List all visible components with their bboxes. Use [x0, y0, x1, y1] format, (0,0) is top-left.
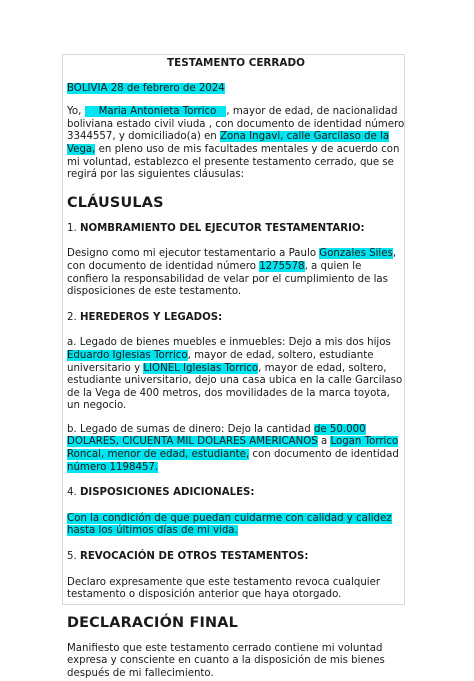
- s2a-text-1: a. Legado de bienes muebles e inmuebles: Dejo a mis dos hijos: [67, 337, 391, 349]
- section-1-text: [67, 248, 405, 298]
- document-title: TESTAMENTO CERRADO: [167, 57, 305, 69]
- heir-2-name: LIONEL Iglesias Torrico: [143, 362, 259, 374]
- place-date-text: BOLIVIA 28 de febrero de 2024: [67, 82, 225, 94]
- section-2a-text: [67, 337, 405, 413]
- section-1-title: [67, 223, 405, 236]
- section-1-title-text: NOMBRAMIENTO DEL EJECUTOR TESTAMENTARIO:: [79, 222, 365, 234]
- section-2-title: [67, 312, 405, 325]
- s2a-text-3: , mayor de edad, soltero, estudiante universitario, dejo una casa ubica en la calle Garcilaso de la Vega de 400 metros, dos movilidades de la marca toyota, un negocio.: [67, 362, 403, 412]
- section-5-title: [67, 551, 405, 564]
- section-4-title: [67, 487, 405, 500]
- section-4-title-text: DISPOSICIONES ADICIONALES:: [79, 487, 255, 499]
- place-date: [67, 83, 405, 96]
- heir-3-name: Logan Torrico Roncal, menor de edad, estudiante,: [67, 436, 399, 461]
- section-4-text: [67, 513, 405, 538]
- section-5-number: 5.: [67, 551, 80, 563]
- section-2b-text: [67, 424, 405, 474]
- s2a-text-2: , mayor de edad, soltero, estudiante universitario y: [67, 349, 374, 374]
- section-5-title-text: REVOCACIÓN DE OTROS TESTAMENTOS:: [79, 551, 309, 563]
- final-text: Manifiesto que este testamento cerrado contiene mi voluntad expresa y consciente en cuanto a la disposición de mis bienes después de mi fallecimiento.: [67, 642, 385, 679]
- intro-text-2: , mayor de edad, de nacionalidad boliviana estado civil viuda , con documento de identidad número 3344557, y domiciliado(a) en: [67, 106, 405, 143]
- testator-name: Maria Antonieta Torrico: [85, 106, 227, 117]
- document-body: [67, 56, 405, 681]
- testator-address: Zona Ingavi, calle Garcilaso de la Vega,: [67, 131, 390, 155]
- section-4-number: 4.: [67, 487, 80, 499]
- executor-name: Gonzales Siles: [319, 248, 393, 260]
- s1-text-3: , a quien le confiero la responsabilidad de velar por el cumplimiento de las disposiciones de este testamento.: [67, 260, 388, 298]
- s1-text-2: , con documento de identidad número: [67, 248, 397, 272]
- section-1-number: 1.: [67, 222, 80, 234]
- section-5-text: Declaro expresamente que este testamento revoca cualquier testamento o disposición anterior que haya otorgado.: [67, 576, 381, 601]
- s1-text-1: Designo como mi ejecutor testamentario a Paulo: [67, 248, 320, 260]
- heir-1-name: Eduardo Iglesias Torrico: [67, 349, 188, 361]
- intro-text-1: Yo,: [67, 106, 82, 118]
- section-2-number: 2.: [67, 311, 80, 323]
- s2b-text-3: con documento de identidad: [249, 449, 399, 461]
- intro-text-3: en pleno uso de mis facultades mentales y de acuerdo con mi voluntad, establezco el presente testamento cerrado, que se regirá por las siguientes cláusulas:: [67, 143, 400, 181]
- heir-3-id: número 1198457.: [67, 461, 159, 473]
- s2b-text-1: b. Legado de sumas de dinero: Dejo la cantidad: [67, 423, 314, 435]
- s2b-text-2: a: [317, 436, 331, 448]
- clausulas-heading: CLÁUSULAS: [67, 194, 164, 211]
- intro-paragraph: [67, 106, 405, 182]
- executor-id: 1275578: [259, 260, 305, 272]
- additional-condition: Con la condición de que puedan cuidarme con calidad y calidez hasta los últimos días de mi vida.: [67, 512, 392, 537]
- section-2-title-text: HEREDEROS Y LEGADOS:: [79, 311, 223, 323]
- final-heading: DECLARACIÓN FINAL: [67, 614, 239, 631]
- money-amount: de 50.000 DOLARES, CICUENTA MIL DOLARES AMERICANOS: [67, 423, 366, 448]
